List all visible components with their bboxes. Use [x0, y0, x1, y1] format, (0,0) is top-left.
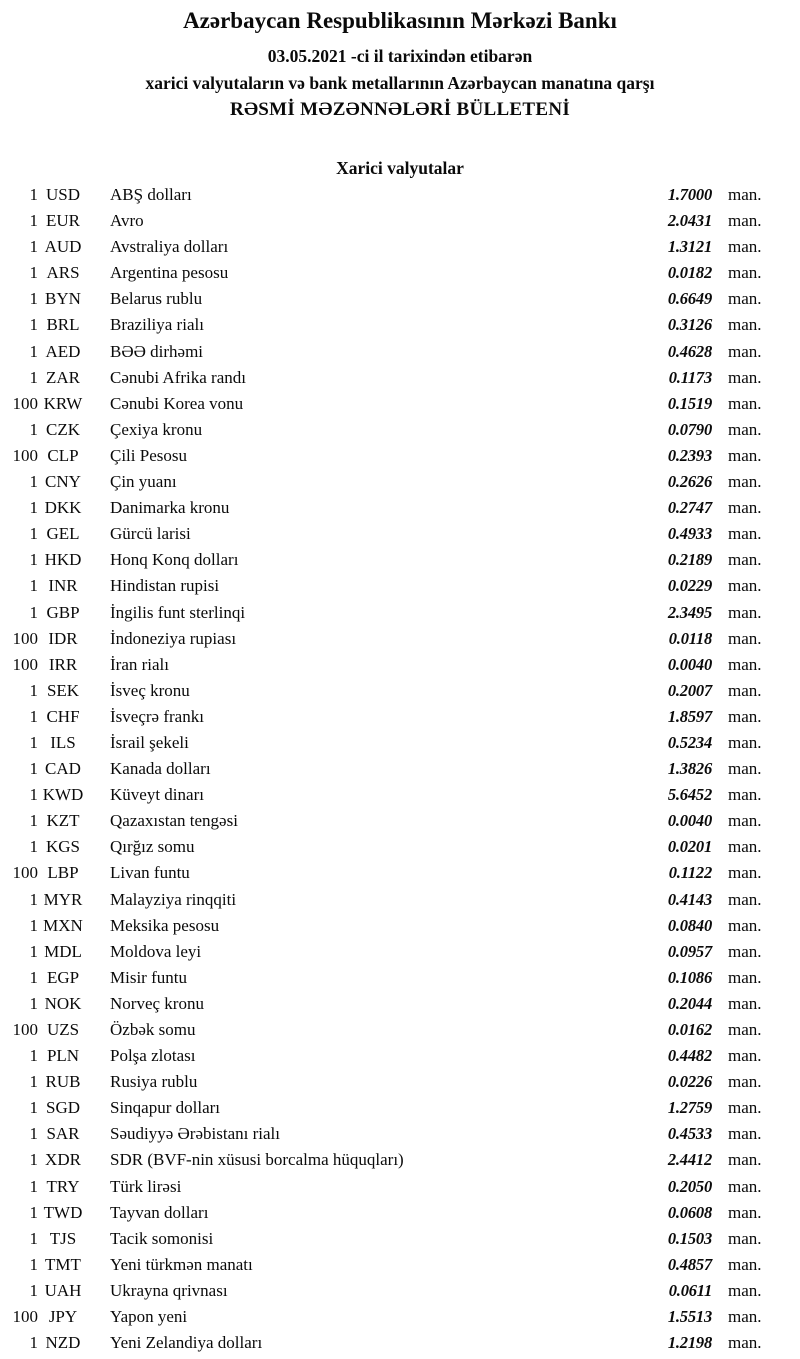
table-row	[0, 1177, 800, 1203]
rate-value: 0.4482	[667, 1046, 712, 1066]
table-row	[0, 420, 800, 446]
currency-name: Gürcü larisi	[110, 524, 191, 544]
currency-code: MDL	[44, 941, 82, 961]
quantity: 1	[29, 472, 38, 492]
currency-code: NZD	[45, 1333, 81, 1353]
currency-code: ILS	[50, 732, 76, 752]
currency-name: Cənubi Korea vonu	[110, 393, 244, 413]
currency-name: Honq Konq dolları	[110, 550, 239, 570]
quantity: 100	[12, 628, 38, 648]
quantity: 1	[29, 419, 38, 439]
unit-label: man.	[728, 1150, 762, 1170]
unit-label: man.	[728, 1228, 762, 1248]
unit-label: man.	[728, 498, 762, 518]
currency-code: RUB	[45, 1072, 81, 1092]
quantity: 1	[29, 680, 38, 700]
rate-value: 0.0201	[667, 837, 712, 857]
unit-label: man.	[728, 419, 762, 439]
currency-name: Tacik somonisi	[110, 1228, 214, 1248]
quantity: 1	[29, 550, 38, 570]
quantity: 100	[12, 445, 38, 465]
unit-label: man.	[728, 889, 762, 909]
quantity: 1	[29, 367, 38, 387]
rate-value: 2.4412	[667, 1150, 712, 1170]
rate-value: 0.5234	[667, 732, 712, 752]
rate-value: 0.2626	[667, 472, 712, 492]
currency-code: DKK	[44, 498, 82, 518]
quantity: 1	[29, 1150, 38, 1170]
quantity: 100	[12, 654, 38, 674]
currency-name: Misir funtu	[110, 967, 187, 987]
currency-name: Kanada dolları	[110, 759, 211, 779]
quantity: 1	[29, 785, 38, 805]
currency-code: TJS	[49, 1228, 77, 1248]
currency-name: Meksika pesosu	[110, 915, 220, 935]
unit-label: man.	[728, 524, 762, 544]
table-row	[0, 394, 800, 420]
rate-value: 0.0040	[667, 811, 712, 831]
quantity: 1	[29, 889, 38, 909]
table-row	[0, 1203, 800, 1229]
rate-value: 0.1122	[668, 863, 712, 883]
rate-value: 0.6649	[667, 289, 712, 309]
rate-value: 0.0840	[667, 915, 712, 935]
currency-code: TRY	[46, 1176, 80, 1196]
quantity: 1	[29, 967, 38, 987]
currency-name: İsveç kronu	[110, 680, 190, 700]
quantity: 1	[29, 1202, 38, 1222]
table-row	[0, 237, 800, 263]
currency-code: AUD	[44, 237, 82, 257]
table-row	[0, 629, 800, 655]
currency-code: AED	[45, 341, 81, 361]
unit-label: man.	[728, 445, 762, 465]
table-row	[0, 837, 800, 863]
currency-code: KRW	[43, 393, 83, 413]
rate-value: 0.1503	[667, 1228, 712, 1248]
unit-label: man.	[728, 811, 762, 831]
unit-label: man.	[728, 1307, 762, 1327]
table-row	[0, 916, 800, 942]
rate-value: 0.2747	[667, 498, 712, 518]
rate-value: 1.2759	[667, 1098, 712, 1118]
currency-name: Yeni türkmən manatı	[110, 1254, 253, 1274]
currency-code: BYN	[45, 289, 81, 309]
currency-name: Çili Pesosu	[110, 445, 187, 465]
effective-date-line: 03.05.2021 -ci il tarixindən etibarən	[267, 46, 533, 66]
quantity: 100	[12, 1307, 38, 1327]
rate-value: 0.4143	[667, 889, 712, 909]
currency-name: Avstraliya dolları	[110, 237, 229, 257]
unit-label: man.	[728, 1046, 762, 1066]
unit-label: man.	[728, 941, 762, 961]
table-row	[0, 1255, 800, 1281]
unit-label: man.	[728, 341, 762, 361]
quantity: 1	[29, 576, 38, 596]
rate-value: 0.2044	[667, 993, 712, 1013]
unit-label: man.	[728, 602, 762, 622]
unit-label: man.	[728, 706, 762, 726]
currency-name: ABŞ dolları	[110, 185, 192, 204]
currency-code: JPY	[48, 1307, 78, 1327]
unit-label: man.	[728, 211, 762, 231]
rate-value: 0.0229	[667, 576, 712, 596]
quantity: 1	[29, 1176, 38, 1196]
quantity: 1	[29, 263, 38, 283]
currency-name: Livan funtu	[110, 863, 190, 883]
currency-code: USD	[45, 185, 80, 204]
currency-name: Belarus rublu	[110, 289, 203, 309]
currency-code: IRR	[48, 654, 78, 674]
currency-code: CNY	[45, 472, 81, 492]
unit-label: man.	[728, 1254, 762, 1274]
table-row	[0, 890, 800, 916]
currency-code: XDR	[45, 1150, 81, 1170]
quantity: 1	[29, 1072, 38, 1092]
currency-name: Səudiyyə Ərəbistanı rialı	[110, 1124, 280, 1144]
currency-code: CZK	[46, 419, 80, 439]
rate-value: 1.5513	[667, 1307, 712, 1327]
table-row	[0, 1124, 800, 1150]
currency-code: TMT	[45, 1254, 81, 1274]
currency-name: Özbək somu	[110, 1020, 196, 1039]
currency-code: KWD	[42, 785, 84, 805]
quantity: 1	[29, 811, 38, 831]
unit-label: man.	[728, 1280, 762, 1300]
currency-code: CAD	[45, 759, 81, 779]
quantity: 1	[29, 524, 38, 544]
rate-value: 0.1519	[667, 393, 712, 413]
currency-code: BRL	[46, 315, 80, 335]
currency-name: Qazaxıstan tengəsi	[110, 811, 238, 831]
rate-value: 0.0957	[667, 941, 712, 961]
currency-name: Hindistan rupisi	[110, 576, 220, 596]
currency-name: Rusiya rublu	[110, 1072, 198, 1092]
rate-value: 0.4933	[667, 524, 712, 544]
rate-value: 0.0118	[668, 628, 712, 648]
rate-value: 0.0182	[667, 263, 712, 283]
table-row	[0, 498, 800, 524]
currency-code: EGP	[46, 967, 80, 987]
rate-value: 1.3121	[667, 237, 712, 257]
quantity: 1	[29, 993, 38, 1013]
unit-label: man.	[728, 472, 762, 492]
unit-label: man.	[728, 550, 762, 570]
rate-value: 1.2198	[667, 1333, 712, 1353]
quantity: 100	[12, 1020, 38, 1039]
table-row	[0, 446, 800, 472]
rate-value: 0.2050	[667, 1176, 712, 1196]
quantity: 1	[29, 1098, 38, 1118]
table-row	[0, 1098, 800, 1124]
quantity: 1	[29, 341, 38, 361]
scope-line: xarici valyutaların və bank metallarının Azərbaycan manatına qarşı	[145, 73, 655, 93]
quantity: 1	[29, 837, 38, 857]
table-row	[0, 1307, 800, 1333]
quantity: 1	[29, 941, 38, 961]
table-row	[0, 942, 800, 968]
unit-label: man.	[728, 732, 762, 752]
unit-label: man.	[728, 1020, 762, 1039]
currency-name: Çin yuanı	[110, 472, 177, 492]
quantity: 1	[29, 1333, 38, 1353]
rate-value: 2.3495	[667, 602, 712, 622]
unit-label: man.	[728, 785, 762, 805]
unit-label: man.	[728, 628, 762, 648]
unit-label: man.	[728, 759, 762, 779]
unit-label: man.	[728, 993, 762, 1013]
rate-value: 0.4533	[667, 1124, 712, 1144]
currency-code: UZS	[46, 1020, 80, 1039]
rate-value: 1.7000	[667, 185, 712, 204]
table-row	[0, 1229, 800, 1255]
rate-value: 0.4857	[667, 1254, 712, 1274]
currency-code: SGD	[45, 1098, 80, 1118]
rate-value: 0.3126	[667, 315, 712, 335]
unit-label: man.	[728, 185, 762, 204]
unit-label: man.	[728, 393, 762, 413]
section-title: Xarici valyutalar	[336, 158, 464, 178]
table-row	[0, 655, 800, 681]
unit-label: man.	[728, 315, 762, 335]
table-row	[0, 733, 800, 759]
unit-label: man.	[728, 1072, 762, 1092]
currency-name: Sinqapur dolları	[110, 1098, 221, 1118]
unit-label: man.	[728, 680, 762, 700]
currency-name: Braziliya rialı	[110, 315, 204, 335]
unit-label: man.	[728, 1333, 762, 1353]
currency-code: HKD	[44, 550, 82, 570]
unit-label: man.	[728, 289, 762, 309]
currency-code: GBP	[46, 602, 80, 622]
rate-value: 5.6452	[667, 785, 712, 805]
currency-code: CHF	[46, 706, 80, 726]
table-row	[0, 1046, 800, 1072]
currency-name: SDR (BVF-nin xüsusi borcalma hüquqları)	[110, 1150, 404, 1170]
currency-name: Argentina pesosu	[110, 263, 229, 283]
table-row	[0, 263, 800, 289]
rate-value: 0.2393	[667, 445, 712, 465]
quantity: 1	[29, 1124, 38, 1144]
unit-label: man.	[728, 367, 762, 387]
table-row	[0, 368, 800, 394]
quantity: 1	[29, 1228, 38, 1248]
rate-value: 0.2189	[667, 550, 712, 570]
currency-name: İngilis funt sterlinqi	[110, 602, 246, 622]
currency-code: UAH	[44, 1280, 82, 1300]
currency-name: Tayvan dolları	[110, 1202, 209, 1222]
rate-value: 0.0040	[667, 654, 712, 674]
currency-code: MYR	[43, 889, 83, 909]
quantity: 1	[29, 185, 38, 204]
table-row	[0, 759, 800, 785]
quantity: 1	[29, 602, 38, 622]
currency-name: Malayziya rinqqiti	[110, 889, 237, 909]
rate-value: 0.4628	[667, 341, 712, 361]
quantity: 1	[29, 211, 38, 231]
unit-label: man.	[728, 915, 762, 935]
quantity: 1	[29, 315, 38, 335]
quantity: 1	[29, 237, 38, 257]
rate-value: 0.0611	[668, 1280, 712, 1300]
table-row	[0, 603, 800, 629]
currency-name: Norveç kronu	[110, 993, 204, 1013]
rate-value: 0.1173	[668, 367, 712, 387]
table-row	[0, 968, 800, 994]
currency-name: Qırğız somu	[110, 837, 195, 857]
currency-code: GEL	[46, 524, 80, 544]
table-row	[0, 994, 800, 1020]
rates-table	[0, 185, 800, 1359]
unit-label: man.	[728, 1124, 762, 1144]
table-row	[0, 707, 800, 733]
table-row	[0, 1020, 800, 1046]
rate-value: 0.0226	[667, 1072, 712, 1092]
table-row	[0, 550, 800, 576]
currency-name: BƏƏ dirhəmi	[110, 341, 204, 361]
table-row	[0, 289, 800, 315]
currency-code: KGS	[45, 837, 80, 857]
quantity: 1	[29, 498, 38, 518]
currency-name: Yeni Zelandiya dolları	[110, 1333, 263, 1353]
currency-code: EUR	[46, 211, 80, 231]
table-row	[0, 863, 800, 889]
currency-name: Avro	[110, 211, 144, 231]
table-row	[0, 576, 800, 602]
currency-code: KZT	[46, 811, 80, 831]
unit-label: man.	[728, 1202, 762, 1222]
quantity: 1	[29, 706, 38, 726]
unit-label: man.	[728, 837, 762, 857]
currency-code: TWD	[43, 1202, 83, 1222]
currency-code: ARS	[46, 263, 80, 283]
bulletin-title: RƏSMİ MƏZƏNNƏLƏRİ BÜLLETENİ	[229, 99, 571, 120]
table-row	[0, 811, 800, 837]
currency-name: İran rialı	[110, 654, 169, 674]
table-row	[0, 1072, 800, 1098]
quantity: 1	[29, 1280, 38, 1300]
quantity: 1	[29, 732, 38, 752]
currency-code: CLP	[47, 445, 79, 465]
unit-label: man.	[728, 1176, 762, 1196]
currency-name: Moldova leyi	[110, 941, 202, 961]
currency-code: MXN	[43, 915, 83, 935]
currency-name: Türk lirəsi	[110, 1176, 182, 1196]
unit-label: man.	[728, 263, 762, 283]
currency-name: İsrail şekeli	[110, 732, 189, 752]
table-row	[0, 315, 800, 341]
unit-label: man.	[728, 967, 762, 987]
currency-code: NOK	[44, 993, 82, 1013]
currency-name: Ukrayna qrivnası	[110, 1280, 228, 1300]
currency-code: SAR	[46, 1124, 80, 1144]
currency-code: SEK	[46, 680, 80, 700]
bank-title: Azərbaycan Respublikasının Mərkəzi Bankı	[183, 8, 617, 33]
table-row	[0, 211, 800, 237]
rate-value: 2.0431	[667, 211, 712, 231]
quantity: 1	[29, 759, 38, 779]
quantity: 1	[29, 289, 38, 309]
table-row	[0, 472, 800, 498]
rate-value: 0.0790	[667, 419, 712, 439]
table-row	[0, 1333, 800, 1359]
table-row	[0, 342, 800, 368]
currency-name: Polşa zlotası	[110, 1046, 196, 1066]
table-row	[0, 524, 800, 550]
table-row	[0, 681, 800, 707]
currency-name: İndoneziya rupiası	[110, 628, 237, 648]
rate-value: 0.0162	[667, 1020, 712, 1039]
quantity: 100	[12, 393, 38, 413]
unit-label: man.	[728, 576, 762, 596]
table-row	[0, 785, 800, 811]
unit-label: man.	[728, 1098, 762, 1118]
currency-code: INR	[48, 576, 78, 596]
unit-label: man.	[728, 654, 762, 674]
rate-value: 0.2007	[667, 680, 712, 700]
table-row	[0, 1281, 800, 1307]
currency-name: Cənubi Afrika randı	[110, 367, 246, 387]
currency-name: Çexiya kronu	[110, 419, 203, 439]
quantity: 1	[29, 1254, 38, 1274]
rate-value: 1.8597	[667, 706, 712, 726]
unit-label: man.	[728, 237, 762, 257]
rate-value: 0.0608	[667, 1202, 712, 1222]
currency-name: İsveçrə frankı	[110, 706, 204, 726]
table-row	[0, 185, 800, 211]
quantity: 1	[29, 1046, 38, 1066]
quantity: 1	[29, 915, 38, 935]
currency-code: IDR	[48, 628, 78, 648]
table-row	[0, 1150, 800, 1176]
currency-code: PLN	[46, 1046, 80, 1066]
currency-name: Yapon yeni	[110, 1307, 188, 1327]
unit-label: man.	[728, 863, 762, 883]
currency-code: ZAR	[46, 367, 80, 387]
rate-value: 1.3826	[667, 759, 712, 779]
currency-name: Küveyt dinarı	[110, 785, 204, 805]
rate-value: 0.1086	[667, 967, 712, 987]
currency-code: LBP	[47, 863, 79, 883]
currency-name: Danimarka kronu	[110, 498, 230, 518]
quantity: 100	[12, 863, 38, 883]
